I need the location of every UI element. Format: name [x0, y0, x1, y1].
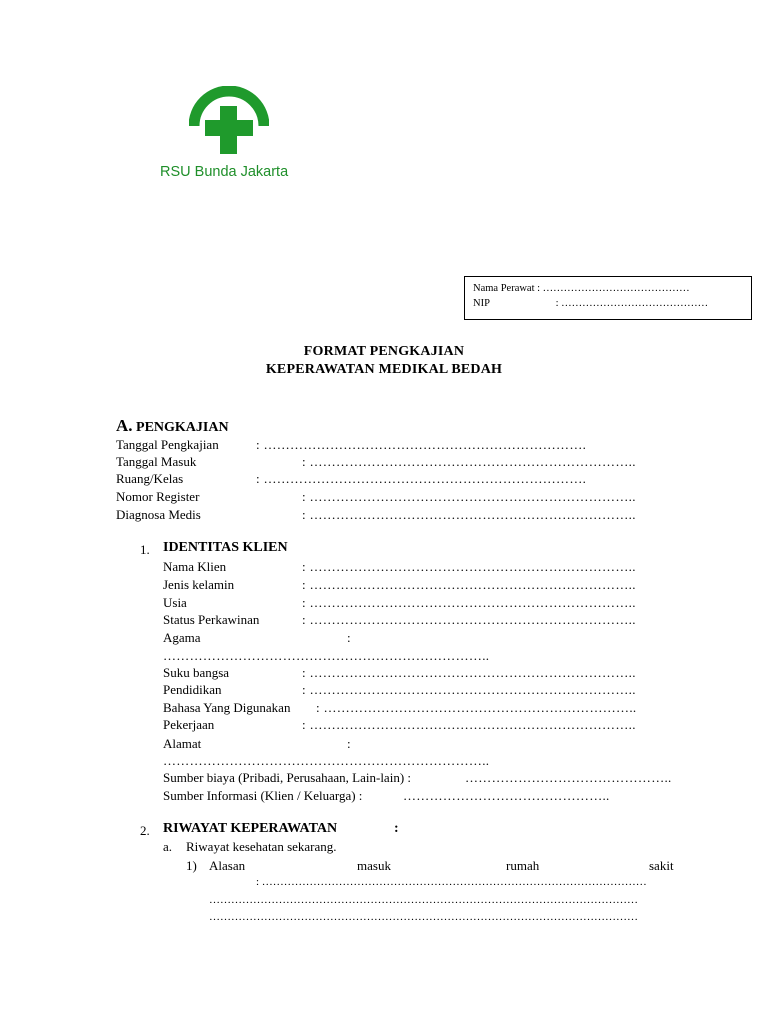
field-label: Alamat — [163, 736, 202, 751]
field-continuation: ……………………………………………………………….. — [163, 753, 490, 768]
field-label: Nomor Register — [116, 489, 200, 504]
field-value: ……………………………………….. — [403, 788, 610, 803]
field-label: Pekerjaan — [163, 717, 215, 732]
nurse-name-label: Nama Perawat — [473, 283, 535, 294]
field-value: ……………………………………….. — [465, 770, 672, 785]
field-value: : ……………………………………………………………….. — [302, 665, 636, 680]
field-value: : ……………………………………………………………….. — [302, 559, 636, 574]
field-continuation: ……………………………………………………………….. — [163, 648, 490, 663]
field-label: Agama — [163, 630, 201, 645]
field-label: Suku bangsa — [163, 665, 230, 680]
item-1-number: 1) — [186, 858, 197, 873]
field-value: : ……………………………………………………………….. — [302, 717, 636, 732]
field-label: Bahasa Yang Digunakan — [163, 700, 291, 715]
section-2-heading: RIWAYAT KEPERAWATAN — [163, 821, 338, 836]
field-label: Usia — [163, 595, 187, 610]
field-value: : ……………………………………………………………….. — [302, 577, 636, 592]
field-value: : ………………………………………………………………. — [256, 437, 587, 452]
field-label: Tanggal Pengkajian — [116, 437, 219, 452]
section-a-heading — [116, 416, 229, 436]
field-value: : ……………………………………………………………….. — [302, 612, 636, 627]
document-title-line1: FORMAT PENGKAJIAN — [303, 344, 465, 359]
section-a-title: PENGKAJIAN — [136, 420, 229, 435]
item-1-line2: ……………………………………………………………………………………………………… — [209, 894, 638, 906]
hospital-name: RSU Bunda Jakarta — [160, 164, 289, 180]
field-value: : ……………………………………………………………….. — [302, 454, 636, 469]
hospital-cross-arch-icon — [189, 86, 269, 156]
field-value: : ……………………………………………………………….. — [302, 682, 636, 697]
field-label: Diagnosa Medis — [116, 507, 201, 522]
field-value: : — [347, 736, 351, 751]
nurse-name-value: : …………………………………… — [537, 283, 690, 294]
document-title-line2: KEPERAWATAN MEDIKAL BEDAH — [265, 362, 503, 377]
field-value: : ……………………………………………………………….. — [302, 489, 636, 504]
field-value: : ……………………………………………………………….. — [302, 595, 636, 610]
field-label: Sumber biaya (Pribadi, Perusahaan, Lain-lain) : — [163, 770, 412, 785]
section-1-heading: IDENTITAS KLIEN — [163, 540, 288, 555]
section-2-number: 2. — [140, 823, 150, 838]
field-value: : …………………………………………………………….. — [316, 700, 637, 715]
nip-value: : …………………………………… — [555, 298, 709, 309]
field-label: Nama Klien — [163, 559, 227, 574]
section-2-colon: : — [394, 821, 399, 836]
field-value: : ………………………………………………………………. — [256, 471, 587, 486]
item-1-word: masuk — [357, 858, 391, 873]
field-label: Pendidikan — [163, 682, 222, 697]
nip-label: NIP — [473, 298, 490, 309]
sub-a-letter: a. — [163, 839, 173, 854]
section-1-number: 1. — [140, 542, 150, 557]
item-1-word: Alasan — [209, 858, 246, 873]
field-label: Status Perkawinan — [163, 612, 260, 627]
item-1-word: sakit — [649, 858, 674, 873]
field-value: : ……………………………………………………………….. — [302, 507, 636, 522]
item-1-word: rumah — [506, 858, 540, 873]
section-a-letter: A. — [116, 416, 133, 435]
field-value: : — [347, 630, 351, 645]
field-label: Tanggal Masuk — [116, 454, 197, 469]
hospital-logo — [189, 86, 269, 156]
field-label: Ruang/Kelas — [116, 471, 184, 486]
item-1-line3: ……………………………………………………………………………………………………… — [209, 911, 638, 923]
nurse-info-box — [464, 276, 752, 320]
field-label: Jenis kelamin — [163, 577, 235, 592]
item-1-line1: : …………………………………………………………………………………………… — [256, 876, 647, 888]
sub-a-text: Riwayat kesehatan sekarang. — [186, 839, 337, 854]
field-label: Sumber Informasi (Klien / Keluarga) : — [163, 788, 363, 803]
